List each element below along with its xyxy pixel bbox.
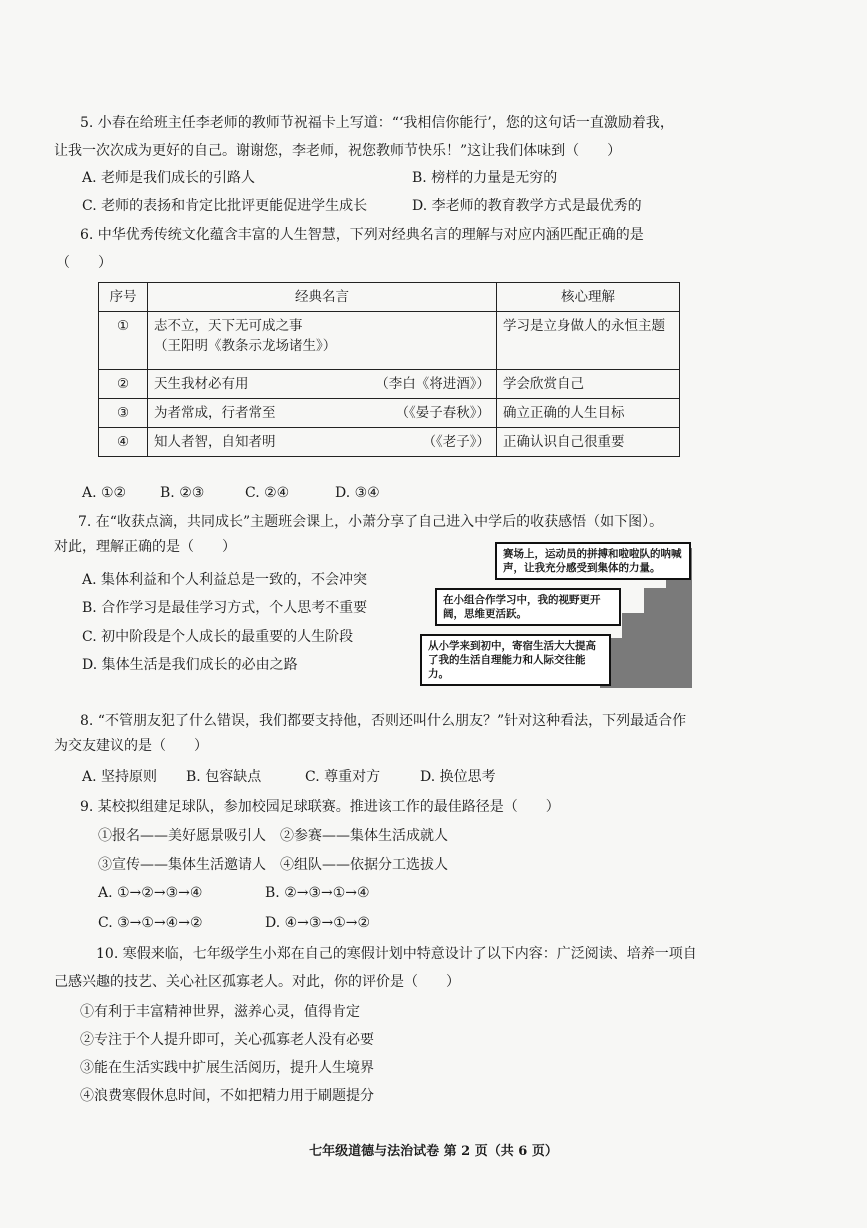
q9-steps-line1: ①报名——美好愿景吸引人 ②参赛——集体生活成就人 (98, 828, 448, 844)
table-row (99, 370, 680, 399)
q10-stem-line2: 己感兴趣的技艺、关心社区孤寡老人。对此，你的评价是（ ） (54, 974, 460, 990)
q5-option-b: B. 榜样的力量是无穷的 (412, 170, 558, 186)
q8-stem-line1: 8. “不管朋友犯了什么错误，我们都要支持他，否则还叫什么朋友？”针对这种看法，下列最适合作 (80, 713, 687, 729)
q8-option-b: B. 包容缺点 (186, 769, 262, 785)
table-row (99, 428, 680, 457)
q7-stem-line2: 对此，理解正确的是（ ） (54, 539, 236, 555)
q10-item-3: ③能在生活实践中扩展生活阅历，提升人生境界 (80, 1060, 374, 1076)
quote-source: （王阳明《教条示龙场诸生》） (154, 338, 337, 354)
row-quote (148, 370, 497, 399)
q6-stem-line2: （ ） (56, 255, 112, 271)
q5-option-a: A. 老师是我们成长的引路人 (82, 170, 256, 186)
classics-table (98, 282, 680, 457)
quote-text: 知人者智，自知者明 (154, 434, 276, 450)
row-meaning: 学习是立身做人的永恒主题 (497, 312, 680, 370)
header-meaning: 核心理解 (497, 283, 680, 312)
q6-option-d: D. ③④ (335, 485, 380, 501)
q8-option-a: A. 坚持原则 (82, 769, 158, 785)
row-index: ① (99, 312, 148, 370)
q7-option-b: B. 合作学习是最佳学习方式，个人思考不重要 (82, 600, 368, 616)
row-meaning: 正确认识自己很重要 (497, 428, 680, 457)
table-header-row (99, 283, 680, 312)
q8-option-d: D. 换位思考 (420, 769, 496, 785)
quote-source: （《老子》） (422, 434, 490, 450)
row-quote (148, 428, 497, 457)
header-quote: 经典名言 (148, 283, 497, 312)
q5-stem-line2: 让我一次次成为更好的自己。谢谢您，李老师，祝您教师节快乐！”这让我们体味到（ ） (54, 143, 622, 159)
q9-steps-line2: ③宣传——集体生活邀请人 ④组队——依据分工选拔人 (98, 857, 448, 873)
quote-text: 为者常成，行者常至 (154, 405, 276, 421)
q6-option-c: C. ②④ (245, 485, 290, 501)
q9-option-c: C. ③→①→④→② (98, 915, 203, 931)
q10-item-4: ④浪费寒假休息时间，不如把精力用于刷题提分 (80, 1088, 374, 1104)
page-footer: 七年级道德与法治试卷 第 2 页（共 6 页） (309, 1144, 558, 1159)
row-meaning: 确立正确的人生目标 (497, 399, 680, 428)
q7-option-c: C. 初中阶段是个人成长的最重要的人生阶段 (82, 629, 354, 645)
figure-box-top: 赛场上，运动员的拼搏和啦啦队的呐喊声，让我充分感受到集体的力量。 (495, 542, 691, 580)
q9-option-d: D. ④→③→①→② (265, 915, 371, 931)
row-quote (148, 399, 497, 428)
growth-staircase-figure (395, 538, 695, 698)
q9-stem: 9. 某校拟组建足球队，参加校园足球联赛。推进该工作的最佳路径是（ ） (80, 799, 560, 815)
q7-stem-line1: 7. 在“收获点滴，共同成长”主题班会课上，小萧分享了自己进入中学后的收获感悟（如下图）。 (78, 514, 664, 530)
stair-bar (644, 588, 666, 688)
q9-option-b: B. ②→③→①→④ (265, 885, 370, 901)
q6-option-b: B. ②③ (160, 485, 205, 501)
q9-option-a: A. ①→②→③→④ (98, 885, 203, 901)
q10-item-2: ②专注于个人提升即可，关心孤寡老人没有必要 (80, 1032, 374, 1048)
q10-item-1: ①有利于丰富精神世界，滋养心灵，值得肯定 (80, 1004, 360, 1020)
quote-text: 志不立，天下无可成之事 (154, 318, 303, 334)
figure-box-bottom: 从小学来到初中，寄宿生活大大提高了我的生活自理能力和人际交往能力。 (420, 634, 611, 686)
q5-option-d: D. 李老师的教育教学方式是最优秀的 (412, 198, 642, 214)
stair-bar (622, 613, 644, 688)
table-row (99, 312, 680, 370)
row-index: ② (99, 370, 148, 399)
quote-source: （《晏子春秋》） (395, 405, 490, 421)
quote-text: 天生我材必有用 (154, 376, 249, 392)
quote-source: （李白《将进酒》） (375, 376, 490, 392)
row-meaning: 学会欣赏自己 (497, 370, 680, 399)
table-row (99, 399, 680, 428)
q8-option-c: C. 尊重对方 (305, 769, 381, 785)
q5-stem-line1: 5. 小春在给班主任李老师的教师节祝福卡上写道：“‘我相信你能行’，您的这句话一直激励着我， (80, 115, 674, 131)
row-index: ③ (99, 399, 148, 428)
q6-stem-line1: 6. 中华优秀传统文化蕴含丰富的人生智慧，下列对经典名言的理解与对应内涵匹配正确的是 (80, 227, 644, 243)
q5-option-c: C. 老师的表扬和肯定比批评更能促进学生成长 (82, 198, 368, 214)
row-index: ④ (99, 428, 148, 457)
q7-option-d: D. 集体生活是我们成长的必由之路 (82, 657, 298, 673)
header-index: 序号 (99, 283, 148, 312)
row-quote (148, 312, 497, 370)
q8-stem-line2: 为交友建议的是（ ） (54, 738, 208, 754)
q7-option-a: A. 集体利益和个人利益总是一致的，不会冲突 (82, 572, 368, 588)
figure-box-middle: 在小组合作学习中，我的视野更开阔，思维更活跃。 (435, 588, 621, 626)
q10-stem-line1: 10. 寒假来临，七年级学生小郑在自己的寒假计划中特意设计了以下内容：广泛阅读、培养一项自 (96, 946, 697, 962)
q6-option-a: A. ①② (82, 485, 127, 501)
